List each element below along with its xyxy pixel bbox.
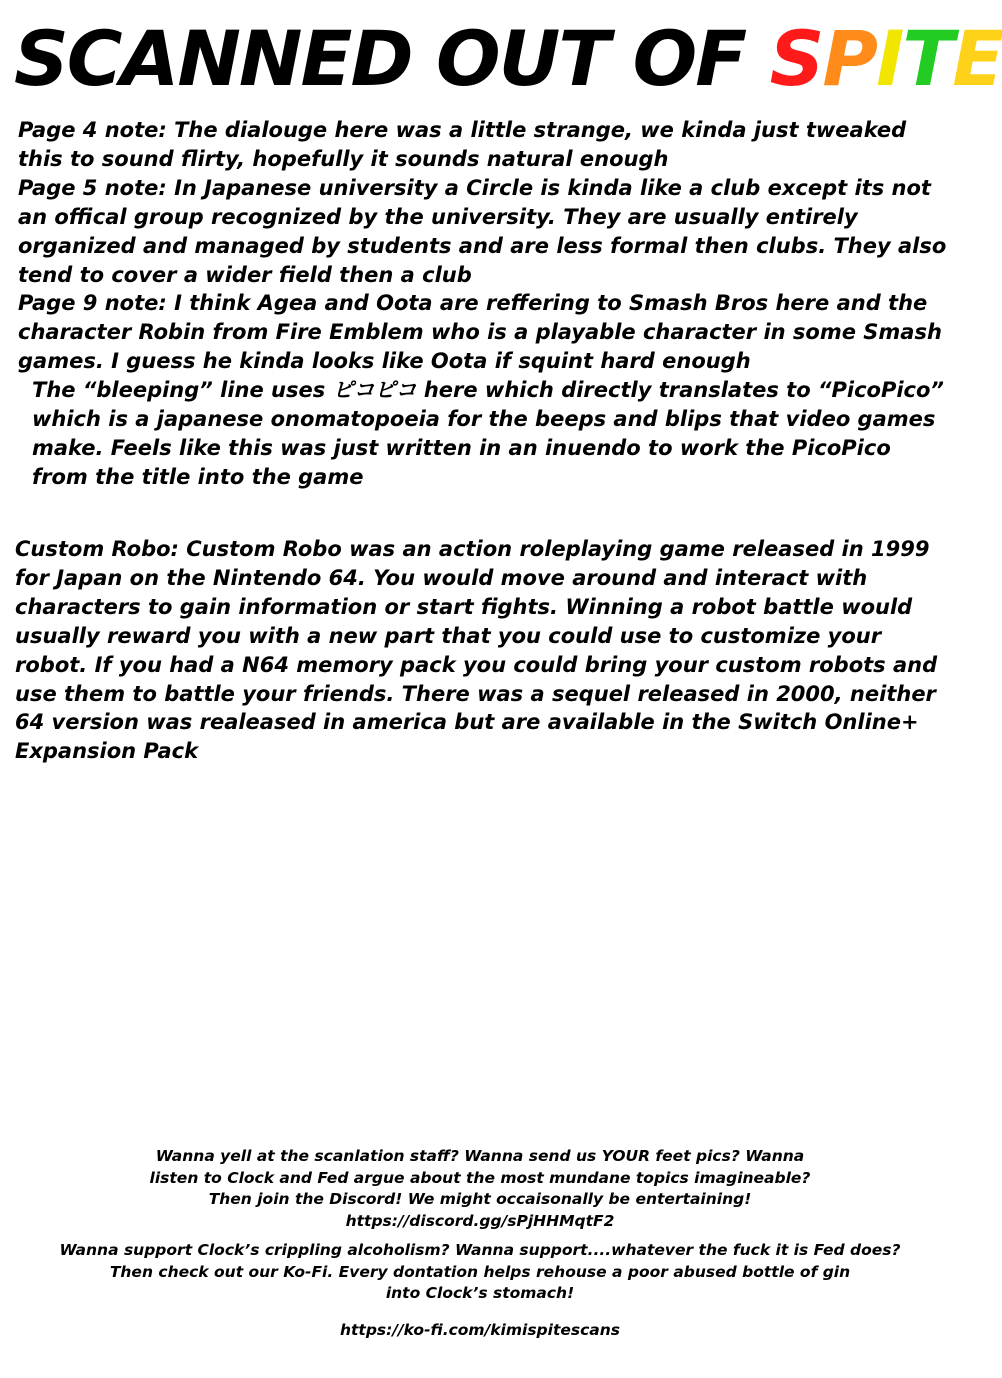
note-page-5: Page 5 note: In Japanese university a Circle is kinda like a club except its not an offical group recognized by the university. They are usually entirely organized and managed by students and are less formal then clubs. They also tend to cover a wider field then a club [18, 175, 947, 287]
title-letter-t: T [902, 14, 953, 103]
kofi-link-block [0, 1320, 960, 1342]
custom-robo-note [15, 535, 955, 766]
kofi-line-1: Wanna support Clock’s crippling alcoholism? Wanna support....whatever the fuck it is Fed does? [59, 1241, 901, 1259]
discord-line-1: Wanna yell at the scanlation staff? Wanna send us YOUR feet pics? Wanna [155, 1147, 805, 1165]
title-letter-e: E [952, 14, 1002, 103]
custom-robo-text: Custom Robo: Custom Robo was an action roleplaying game released in 1999 for Japan on the Nintendo 64. You would move around and interact with characters to gain information or start fights. Winning a robot battle would usually reward you with a new part that you could use to customize your robot. If you had a N64 memory pack you could bring your custom robots and use them to battle your friends. There was a sequel released in 2000, neither 64 version was realeased in america but are available in the Switch Online+ Expansion Pack [15, 537, 938, 764]
kofi-line-2: Then check out our Ko-Fi. Every dontation helps rehouse a poor abused bottle of gin [109, 1262, 851, 1281]
kofi-line-3: into Clock’s stomach! [385, 1284, 575, 1302]
note-page-9: Page 9 note: I think Agea and Oota are reffering to Smash Bros here and the character Robin from Fire Emblem who is a playable character in some Smash games. I guess he kinda looks like Oota if squint hard enough [18, 291, 942, 374]
kofi-link[interactable]: https://ko-fi.com/kimispitescans [339, 1321, 621, 1339]
kofi-promo [0, 1240, 960, 1305]
title-letter-s: S [769, 14, 823, 103]
note-bleeping: The “bleeping” line uses ピコピコ here which directly translates to “PicoPico” which is a japanese onomatopoeia for the beeps and blips that video games make. Feels like this was just written in an inuendo to work the PicoPico from the title into the game [32, 378, 944, 489]
discord-line-2: listen to Clock and Fed argue about the most mundane topics imagineable? [149, 1168, 811, 1187]
title-letter-i: I [876, 14, 903, 103]
translation-notes [18, 116, 948, 492]
note-page-4: Page 4 note: The dialouge here was a little strange, we kinda just tweaked this to sound flirty, hopefully it sounds natural enough [18, 118, 907, 171]
discord-line-3: Then join the Discord! We might occaisonally be entertaining! [208, 1190, 752, 1208]
title-letter-p: P [822, 14, 877, 103]
title-prefix: SCANNED OUT OF [14, 14, 770, 103]
discord-promo [0, 1146, 960, 1232]
discord-link[interactable]: https://discord.gg/sPjHHMqtF2 [345, 1211, 615, 1230]
page-title [14, 14, 1002, 104]
